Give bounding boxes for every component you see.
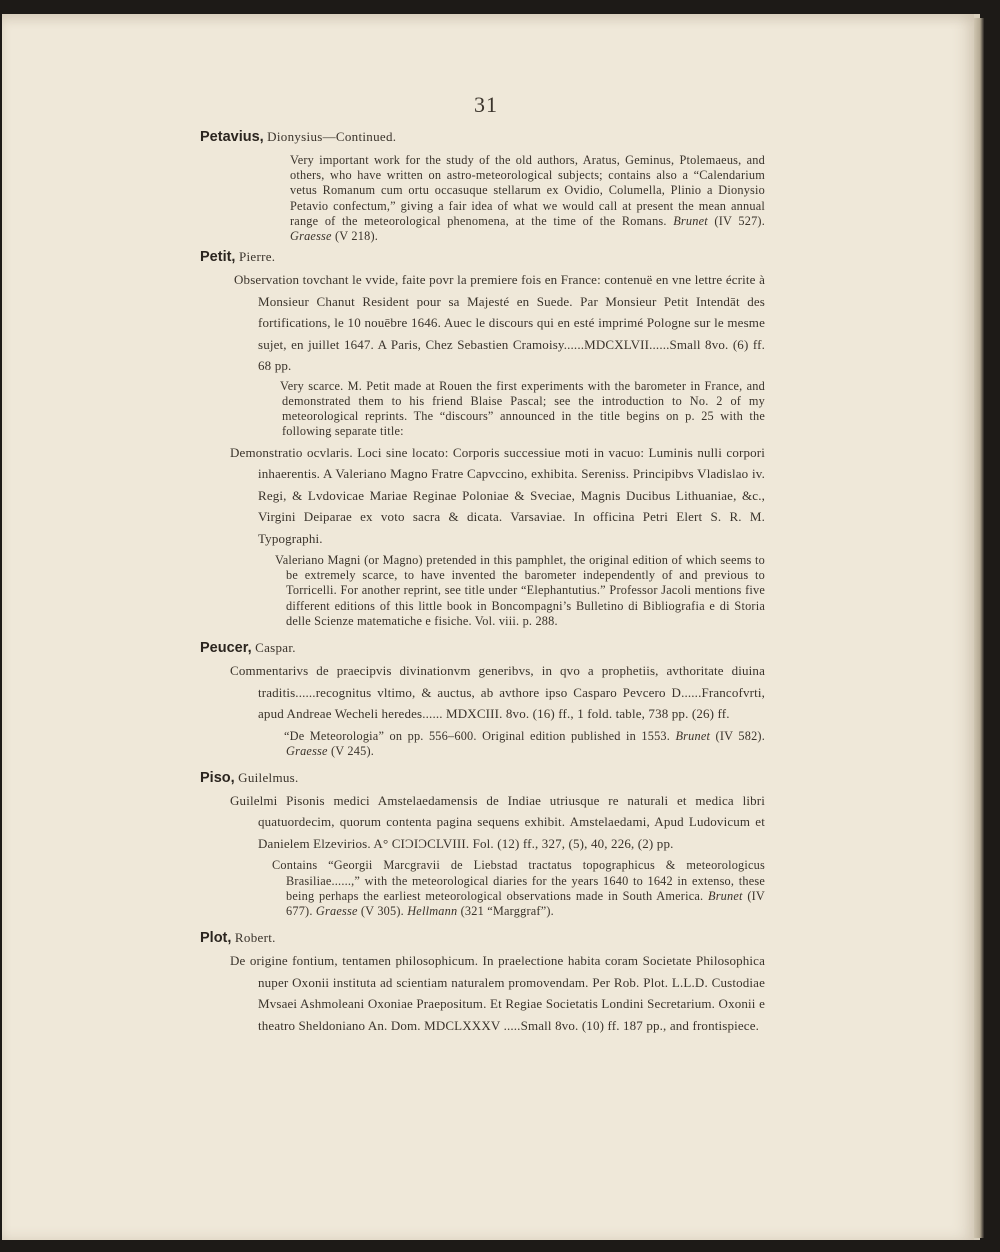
author-given-name: Dionysius—Continued. xyxy=(267,129,397,144)
entry-plot xyxy=(200,929,765,1036)
entry-petit xyxy=(200,248,765,629)
author-given-name: Caspar. xyxy=(255,640,296,656)
entry-peucer xyxy=(200,639,765,759)
author-name: Piso, xyxy=(200,769,235,786)
author-given-name: Guilelmus. xyxy=(238,769,299,785)
entry-heading xyxy=(200,248,765,267)
entry-heading xyxy=(200,639,765,658)
entry-petavius xyxy=(200,128,765,244)
entry-subtitle: Demonstratio ocvlaris. Loci sine locato: Corporis successiue moti in vacuo: Luminis nulli corpori inhaerentis. A Valeriano Magno Fratre Capvccino, exhibita. Sereniss. Principibvs Vladislao iv. Regi, & Lvdovicae Mariae Reginae Poloniae & Sveciae, Magnis Ducibus Lithuaniae, &c., Virgini Deiparae ex voto sacra & dicata. Varsaviae. In officina Petri Elert S. R. M. Typographi. xyxy=(230,444,765,546)
page-number: 31 xyxy=(474,92,498,117)
entry-note-2: Valeriano Magni (or Magno) pretended in this pamphlet, the original edition of which seems to be extremely scarce, to have invented the barometer independently of and previous to Torricelli. For another reprint, see title under “Elephantutius.” Professor Jacoli mentions five different editions of this little book in Boncompagni’s Bulletino di Bibliografia e di Storia delle Scienze matematiche e fisiche. Vol. viii. p. 288. xyxy=(275,553,765,628)
ref-graesse: Graesse xyxy=(315,904,358,919)
entry-title: Observation tovchant le vvide, faite povr la premiere fois en France: contenuë en vne lettre écrite à Monsieur Chanut Resident pour sa Majesté en Suede. Par Monsieur Petit Intendāt des fortifications, le 10 nouēbre 1646. Auec le discours qui en esté imprimé Pologne sur le mesme sujet, en juillet 1647. A Paris, Chez Sebastien Cramoisy......MDCXLVII......Small 8vo. (6) ff. 68 pp. xyxy=(234,272,765,374)
entry-heading xyxy=(200,128,765,147)
author-name: Plot, xyxy=(200,930,232,947)
author-name: Peucer, xyxy=(200,640,252,657)
bibliography-content xyxy=(200,128,765,1036)
entry-note: Very scarce. M. Petit made at Rouen the first experiments with the barometer in France, and demonstrated them to his friend Blaise Pascal; see the introduction to No. 2 of my meteorological reprints. The “discours” announced in the title begins on p. 25 with the following separate title: xyxy=(280,378,765,439)
ref-brunet: Brunet xyxy=(673,213,708,228)
ref-graesse: Graesse xyxy=(290,229,332,244)
author-name: Petavius, xyxy=(200,129,264,145)
entry-note: “De Meteorologia” on pp. 556–600. Original edition published in 1553. Brunet (IV 582). Graesse (V 245). xyxy=(284,728,765,758)
entry-heading xyxy=(200,929,765,948)
author-given-name: Robert. xyxy=(234,930,276,946)
ref-brunet: Brunet xyxy=(675,728,711,743)
entry-note: Contains “Georgii Marcgravii de Liebstad tractatus topographicus & meteorologicus Brasiliae......,” with the meteorological diaries for the years 1640 to 1642 in extenso, these being perhaps the earliest meteorological observations made in South America. Brunet (IV 677). Graesse (V 305). Hellmann (321 “Marggraf”). xyxy=(272,858,766,919)
entry-title: Commentarivs de praecipvis divinationvm generibvs, in qvo a prophetiis, avthoritate diuina traditis......recognitus vltimo, & auctus, ab avthore ipso Casparo Pevcero D......Francofvrti, apud Andreae Wecheli heredes...... MDXCIII. 8vo. (16) ff., 1 fold. table, 738 pp. (26) ff. xyxy=(230,663,765,722)
entry-note: Very important work for the study of the old authors, Aratus, Geminus, Ptolemaeus, and others, who have written on astro-meteorological subjects; contains also a “Calendarium vetus Romanum cum ortu occasuque stellarum ex Ovidio, Columella, Plinio a Dionysio Petavio confectum,” giving a fair idea of what we would call at present the mean annual range of the meteorological phenomena, at the time of the Romans. Brunet (IV 527). Graesse (V 218). xyxy=(290,153,766,244)
author-given-name: Pierre. xyxy=(238,249,276,265)
page-edge xyxy=(974,18,984,1238)
entry-heading xyxy=(200,769,765,788)
entry-title: Guilelmi Pisonis medici Amstelaedamensis de Indiae utriusque re naturali et medica libri quatuordecim, quorum contenta pagina sequens exhibit. Amstelaedami, Apud Ludovicum et Danielem Elzevirios. A° CIƆIƆCLVIII. Fol. (12) ff., 327, (5), 40, 226, (2) pp. xyxy=(230,792,765,851)
ref-hellmann: Hellmann xyxy=(407,904,458,919)
entry-title: De origine fontium, tentamen philosophicum. In praelectione habita coram Societate Philosophica nuper Oxonii instituta ad scientiam naturalem promovendam. Per Rob. Plot. L.L.D. Custodiae Mvsaei Ashmoleani Oxoniae Praepositum. Et Regiae Societatis Londini Secretarium. Oxonii e theatro Sheldoniano An. Dom. MDCLXXXV .....Small 8vo. (10) ff. 187 pp., and frontispiece. xyxy=(230,953,765,1033)
ref-brunet: Brunet xyxy=(707,888,743,903)
entry-piso xyxy=(200,769,765,919)
author-name: Petit, xyxy=(200,249,236,266)
ref-graesse: Graesse xyxy=(286,743,328,758)
